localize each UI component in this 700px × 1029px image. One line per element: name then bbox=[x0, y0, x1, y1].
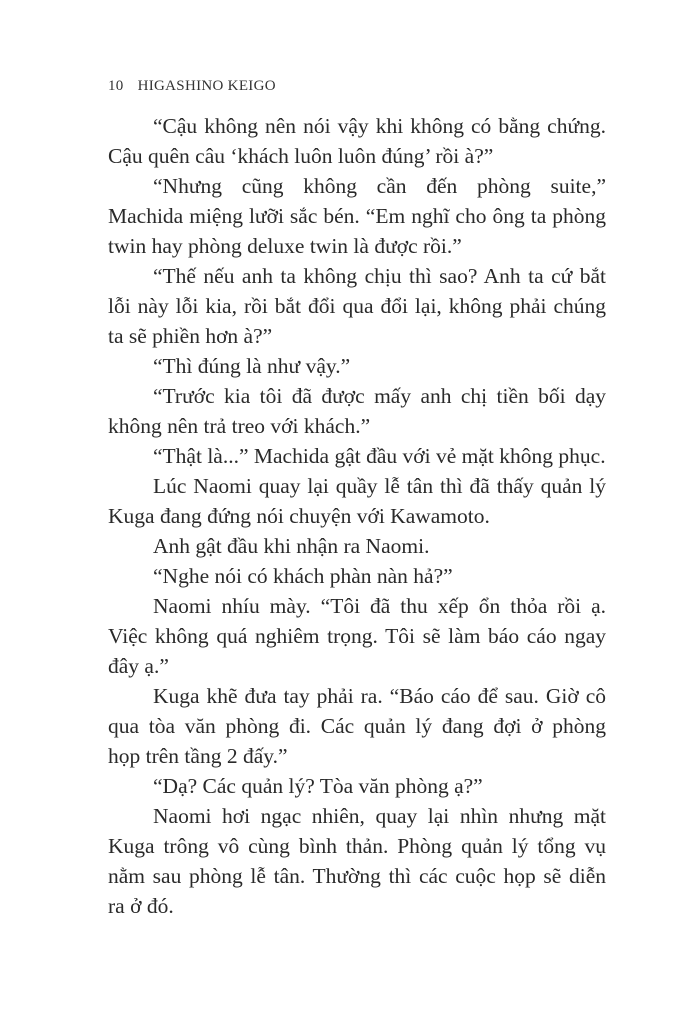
paragraph bbox=[108, 531, 606, 561]
paragraph bbox=[108, 591, 606, 681]
text-line: Naomi nhíu mày. “Tôi đã thu xếp ổn thỏa rồi ạ. bbox=[153, 594, 606, 618]
text-line: “Nhưng cũng không cần đến phòng suite,” bbox=[153, 174, 606, 198]
paragraph bbox=[108, 381, 606, 441]
text-line: twin hay phòng deluxe twin là được rồi.” bbox=[108, 234, 462, 258]
running-header bbox=[108, 78, 276, 95]
text-line: Lúc Naomi quay lại quầy lễ tân thì đã thấy quản lý bbox=[153, 474, 606, 498]
text-line: đây ạ.” bbox=[108, 654, 169, 678]
text-line: Kuga trông vô cùng bình thản. Phòng quản lý tổng vụ bbox=[108, 834, 606, 858]
paragraph bbox=[108, 261, 606, 351]
text-line: “Trước kia tôi đã được mấy anh chị tiền bối dạy bbox=[153, 384, 606, 408]
text-line: “Nghe nói có khách phàn nàn hả?” bbox=[153, 564, 453, 588]
paragraph bbox=[108, 111, 606, 171]
text-line: họp trên tầng 2 đấy.” bbox=[108, 744, 288, 768]
text-line: qua tòa văn phòng đi. Các quản lý đang đợi ở phòng bbox=[108, 714, 606, 738]
paragraph bbox=[108, 471, 606, 531]
page-number: 10 bbox=[108, 78, 124, 94]
text-line: nằm sau phòng lễ tân. Thường thì các cuộc họp sẽ diễn bbox=[108, 864, 606, 888]
text-line: lỗi này lỗi kia, rồi bắt đổi qua đổi lại, không phải chúng bbox=[108, 294, 606, 318]
paragraph bbox=[108, 171, 606, 261]
paragraph bbox=[108, 771, 606, 801]
text-line: Kuga đang đứng nói chuyện với Kawamoto. bbox=[108, 504, 490, 528]
text-line: Machida miệng lưỡi sắc bén. “Em nghĩ cho ông ta phòng bbox=[108, 204, 606, 228]
page-body bbox=[108, 111, 606, 921]
text-line: “Cậu không nên nói vậy khi không có bằng chứng. bbox=[153, 114, 606, 138]
author-name: HIGASHINO KEIGO bbox=[137, 78, 276, 94]
text-line: “Thế nếu anh ta không chịu thì sao? Anh ta cứ bắt bbox=[153, 264, 606, 288]
paragraph bbox=[108, 561, 606, 591]
paragraph bbox=[108, 351, 606, 381]
text-line: không nên trả treo với khách.” bbox=[108, 414, 371, 438]
paragraph bbox=[108, 801, 606, 921]
text-line: ra ở đó. bbox=[108, 894, 174, 918]
paragraph bbox=[108, 681, 606, 771]
text-line: Anh gật đầu khi nhận ra Naomi. bbox=[153, 534, 430, 558]
text-line: ta sẽ phiền hơn à?” bbox=[108, 324, 273, 348]
text-line: “Dạ? Các quản lý? Tòa văn phòng ạ?” bbox=[153, 774, 483, 798]
text-line: “Thật là...” Machida gật đầu với vẻ mặt không phục. bbox=[153, 444, 606, 468]
text-line: Việc không quá nghiêm trọng. Tôi sẽ làm báo cáo ngay bbox=[108, 624, 606, 648]
text-line: Cậu quên câu ‘khách luôn luôn đúng’ rồi à?” bbox=[108, 144, 494, 168]
paragraph bbox=[108, 441, 606, 471]
text-line: “Thì đúng là như vậy.” bbox=[153, 354, 351, 378]
text-line: Kuga khẽ đưa tay phải ra. “Báo cáo để sau. Giờ cô bbox=[153, 684, 606, 708]
text-line: Naomi hơi ngạc nhiên, quay lại nhìn nhưng mặt bbox=[153, 804, 606, 828]
